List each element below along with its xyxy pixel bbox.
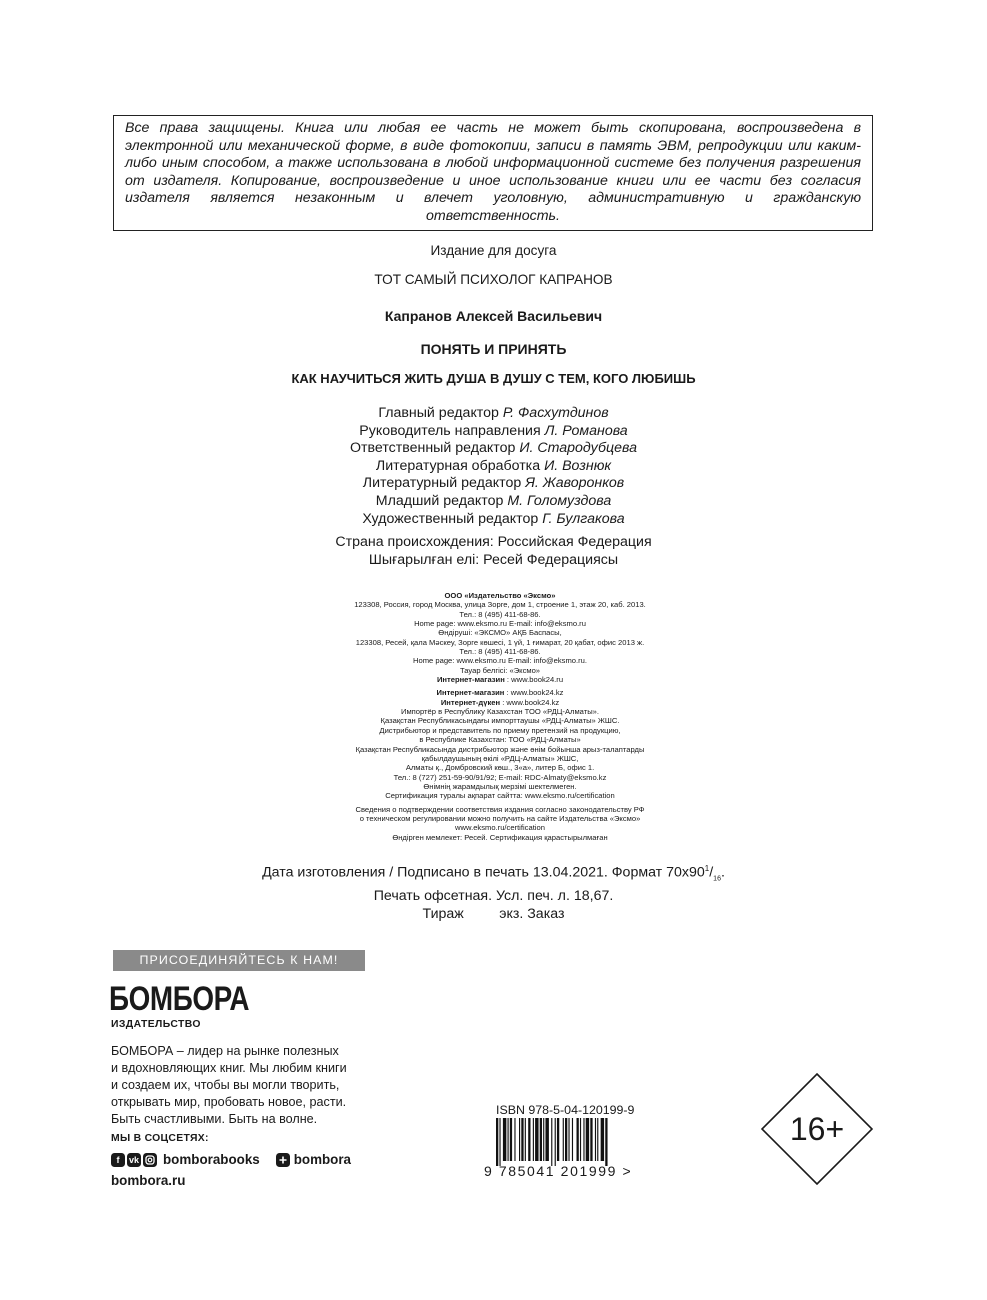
facebook-icon: f (111, 1153, 125, 1167)
description-line: БОМБОРА – лидер на рынке полезных (111, 1044, 339, 1058)
vk-icon: vk (128, 1154, 139, 1165)
imprint-publisher: ООО «Издательство «Эксмо» (444, 591, 556, 600)
imprint-line: о техническом регулировании можно получить на сайте Издательства «Эксмо» (359, 813, 641, 823)
age-rating: 16+ (789, 1111, 845, 1147)
staff-line: Руководитель направления Л. Романова (359, 422, 628, 439)
circulation: Тираж экз. Заказ (422, 905, 565, 922)
origin-ru: Страна происхождения: Российская Федерация (335, 534, 652, 550)
series-title: ТОТ САМЫЙ ПСИХОЛОГ КАПРАНОВ (374, 272, 613, 287)
isbn-text: ISBN 978-5-04-120199-9 (496, 1103, 635, 1117)
imprint-line: Импортёр в Республику Казахстан ТОО «РДЦ-Алматы». (400, 707, 599, 717)
description-line: открывать мир, пробовать новое, расти. (111, 1095, 347, 1110)
telegram-icon (276, 1153, 290, 1167)
imprint-line: Өндіруші: «ЭКСМО» АҚБ Баспасы, (438, 628, 562, 638)
staff-line: Главный редактор Р. Фасхутдинов (378, 405, 609, 421)
staff-line: Художественный редактор Г. Булгакова (362, 510, 625, 527)
imprint-line: в Республике Казахстан: ТОО «РДЦ-Алматы» (419, 735, 581, 745)
imprint-line: Өнімнің жарамдылық мерзімі шектелмеген. (423, 781, 577, 791)
staff-line: Ответственный редактор И. Стародубцева (349, 440, 637, 457)
description-line: и вдохновляющих книг. Мы любим книги (111, 1061, 347, 1076)
imprint-line: Қазақстан Республикасында дистрибьютор және өнім бойынша арыз-талаптарды (355, 744, 645, 754)
join-banner: ПРИСОЕДИНЯЙТЕСЬ К НАМ! (113, 950, 365, 971)
book-title: ПОНЯТЬ И ПРИНЯТЬ (420, 341, 567, 357)
imprint-line: 123308, Ресей, қала Мәскеу, Зорге көшесі, 1 үй, 1 ғимарат, 20 қабат, офис 2013 ж. (355, 637, 645, 647)
staff-list (0, 405, 987, 528)
staff-line: Младший редактор М. Голомуздова (375, 492, 612, 509)
imprint-line: Home page: www.eksmo.ru E-mail: info@eksmo.ru. (413, 656, 587, 666)
barcode-bars (496, 1118, 646, 1166)
social-links (111, 1152, 351, 1167)
imprint-shop: Интернет-дүкен : www.book24.kz (440, 697, 560, 707)
imprint-line: Сертификация туралы ақпарат сайтта: www.eksmo.ru/certification (385, 791, 615, 801)
publisher-description (111, 1043, 371, 1128)
imprint-line: www.eksmo.ru/certification (455, 823, 545, 833)
imprint-line: Тауар белгісі: «Эксмо» (459, 665, 541, 675)
social-heading: МЫ В СОЦСЕТЯХ: (111, 1133, 209, 1144)
print-type: Печать офсетная. Усл. печ. л. 18,67. (373, 888, 614, 905)
imprint-shop: Интернет-магазин : www.book24.ru (436, 675, 564, 685)
print-date: Дата изготовления / Подписано в печать 13.04.2021. Формат $70х90^1/_{16}$. (262, 864, 725, 883)
rights-notice: Все права защищены. Книга или любая ее часть не может быть скопирована, воспроизведена в электронной или механической форме, в виде фотокопии, записи в память ЭВМ, репродукции или каким-либо иным способом, а также использована в любой информационной системе без получения разрешения от издателя. Копирование, воспроизведение и иное использование книги или ее части без согласия издателя является незаконным и влечет уголовную, административную и гражданскую ответственность. (113, 115, 873, 231)
logo-subtitle: ИЗДАТЕЛЬСТВО (111, 1019, 201, 1030)
origin-block (0, 534, 987, 569)
bombora-logo: БОМБОРА (109, 980, 250, 1018)
social-handle-books[interactable]: bomborabooks (163, 1152, 260, 1167)
age-rating-badge (761, 1073, 873, 1190)
imprint-shop: Интернет-магазин : www.book24.kz (436, 688, 564, 698)
imprint-line: қабылдаушының өкілі «РДЦ-Алматы» ЖШС, (421, 753, 579, 763)
imprint-line: Home page: www.eksmo.ru E-mail: info@eksmo.ru (414, 619, 586, 629)
edition-type: Издание для досуга (430, 243, 557, 258)
staff-line: Литературная обработка И. Вознюк (375, 457, 612, 474)
description-line: Быть счастливыми. Быть на волне. (111, 1112, 318, 1127)
description-line: и создаем их, чтобы вы могли творить, (111, 1078, 340, 1093)
book-subtitle: КАК НАУЧИТЬСЯ ЖИТЬ ДУША В ДУШУ С ТЕМ, КОГО ЛЮБИШЬ (291, 371, 696, 386)
imprint-block (250, 591, 750, 842)
imprint-line: Қазақстан Республикасындағы импорттаушы «РДЦ-Алматы» ЖШС. (380, 716, 620, 726)
origin-kz: Шығарылған елі: Ресей Федерациясы (368, 551, 619, 568)
site-link[interactable]: bombora.ru (111, 1173, 186, 1188)
imprint-line: 123308, Россия, город Москва, улица Зорге, дом 1, строение 1, этаж 20, каб. 2013. (354, 600, 646, 610)
author-name: Капранов Алексей Васильевич (384, 308, 603, 324)
barcode-digits: 9 785041 201999 > (484, 1163, 633, 1179)
imprint-line: Тел.: 8 (495) 411-68-86. (459, 647, 541, 657)
instagram-icon (143, 1153, 157, 1167)
imprint-line: Алматы қ., Домбровский көш., 3«а», литер Б, офис 1. (405, 763, 595, 773)
barcode (484, 1118, 646, 1179)
imprint-line: Тел.: 8 (727) 251-59-90/91/92; E-mail: RDC-Almaty@eksmo.kz (393, 772, 607, 782)
imprint-line: Сведения о подтверждении соответствия издания согласно законодательству РФ (355, 804, 645, 814)
print-info (0, 860, 987, 923)
social-handle-bombora[interactable]: bombora (293, 1152, 352, 1167)
imprint-line: Тел.: 8 (495) 411-68-86. (459, 609, 541, 619)
staff-line: Литературный редактор Я. Жаворонков (362, 475, 625, 492)
imprint-line: Өндірген мемлекет: Ресей. Сертификация қарастырылмаған (392, 832, 608, 842)
imprint-line: Дистрибьютор и представитель по приему претензий на продукцию, (379, 725, 621, 735)
